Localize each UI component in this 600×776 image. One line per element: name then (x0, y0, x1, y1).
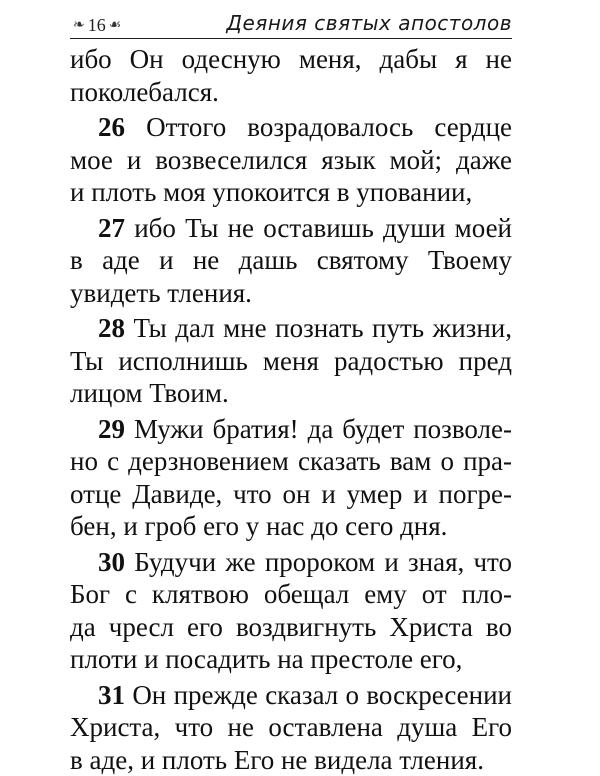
ornament-right-icon: ☙ (109, 17, 122, 34)
verse-first-line (70, 212, 512, 245)
verse-number: 30 (98, 547, 125, 577)
verse-number: 31 (98, 680, 125, 710)
text-line: бен, и гроб его у нас до сего дня. (70, 510, 512, 543)
verse-first-text: Оттого возрадовалось сердце (146, 112, 512, 142)
verse-first-line (70, 312, 512, 345)
text-line: Бог с клятвою обещал ему от пло- (70, 578, 512, 611)
verse-30 (70, 546, 512, 676)
verse-first-line (70, 546, 512, 579)
text-line: и плоть моя упокоится в уповании, (70, 176, 512, 209)
verse-26 (70, 111, 512, 209)
text-line: но с дерзновением сказать вам о пра- (70, 445, 512, 478)
page-number: 16 (88, 15, 106, 36)
verse-first-line (70, 679, 512, 712)
verse-number: 26 (98, 112, 125, 142)
scripture-text (70, 43, 512, 776)
text-line: лицом Твоим. (70, 377, 512, 410)
text-line: в аде, и плоть Его не видела тления. (70, 744, 512, 776)
text-line: Ты исполнишь меня радостью пред (70, 345, 512, 378)
continuation-paragraph (70, 43, 512, 108)
verse-first-line (70, 413, 512, 446)
verse-first-text: ибо Ты не оставишь души моей (134, 213, 512, 243)
text-line: отце Давиде, что он и умер и погре- (70, 478, 512, 511)
text-line: поколебался. (70, 76, 512, 109)
text-line: да чресл его воздвигнуть Христа во (70, 611, 512, 644)
text-line: мое и возвеселился язык мой; даже (70, 144, 512, 177)
verse-first-text: Будучи же пророком и зная, что (134, 547, 512, 577)
verse-29 (70, 413, 512, 543)
verse-first-text: Мужи братия! да будет позволе- (134, 414, 512, 444)
verse-first-line (70, 111, 512, 144)
running-title: Деяния святых апостолов (226, 11, 512, 38)
page-header (70, 8, 512, 39)
verse-number: 28 (98, 313, 125, 343)
verse-number: 29 (98, 414, 125, 444)
text-line: ибо Он одесную меня, дабы я не (70, 43, 512, 76)
text-line: плоти и посадить на престоле его, (70, 643, 512, 676)
ornament-left-icon: ❧ (73, 17, 85, 34)
verse-first-text: Он прежде сказал о воскресении (132, 680, 512, 710)
verse-first-text: Ты дал мне познать путь жизни, (133, 313, 512, 343)
verse-number: 27 (98, 213, 125, 243)
page-number-block (70, 15, 124, 38)
text-line: Христа, что не оставлена душа Его (70, 711, 512, 744)
verse-28 (70, 312, 512, 410)
text-line: в аде и не дашь святому Твоему (70, 244, 512, 277)
verse-31 (70, 679, 512, 776)
text-line: увидеть тления. (70, 277, 512, 310)
verse-27 (70, 212, 512, 310)
